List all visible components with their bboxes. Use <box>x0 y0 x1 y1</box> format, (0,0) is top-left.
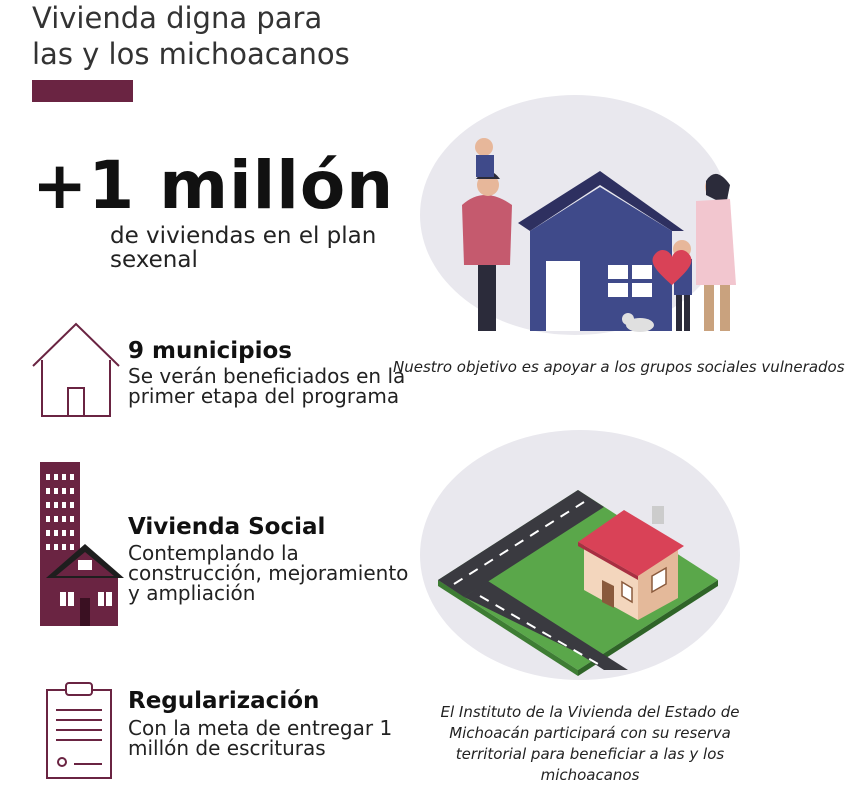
title-line-2: las y los michoacanos <box>32 37 350 71</box>
item-title-vivienda-social: Vivienda Social <box>128 514 326 540</box>
item-text-vivienda-social: Contemplando la construcción, mejoramiento y ampliación <box>128 541 409 605</box>
house-outline-icon <box>30 320 122 420</box>
headline-number: +1 millón <box>32 147 395 224</box>
title-line-1: Vivienda digna para <box>32 1 323 35</box>
family-house-illustration <box>440 135 740 335</box>
item-text-regularizacion: Con la meta de entregar 1 millón de escrituras <box>128 716 393 760</box>
caption-illustration-1: Nuestro objetivo es apoyar a los grupos sociales vulnerados <box>393 358 845 376</box>
item-title-municipios: 9 municipios <box>128 338 292 364</box>
accent-bar <box>32 80 133 102</box>
headline-subtitle: de viviendas en el plan sexenal <box>110 223 377 273</box>
item-text-municipios: Se verán beneficiados en la primer etapa del programa <box>128 364 406 408</box>
buildings-icon <box>38 460 124 628</box>
caption-illustration-2: El Instituto de la Vivienda del Estado de Michoacán participará con su reserva territorial para beneficiar a las y los michoacanos <box>440 703 740 784</box>
clipboard-icon <box>44 680 114 782</box>
house-land-road-illustration <box>428 480 728 670</box>
item-title-regularizacion: Regularización <box>128 688 320 714</box>
